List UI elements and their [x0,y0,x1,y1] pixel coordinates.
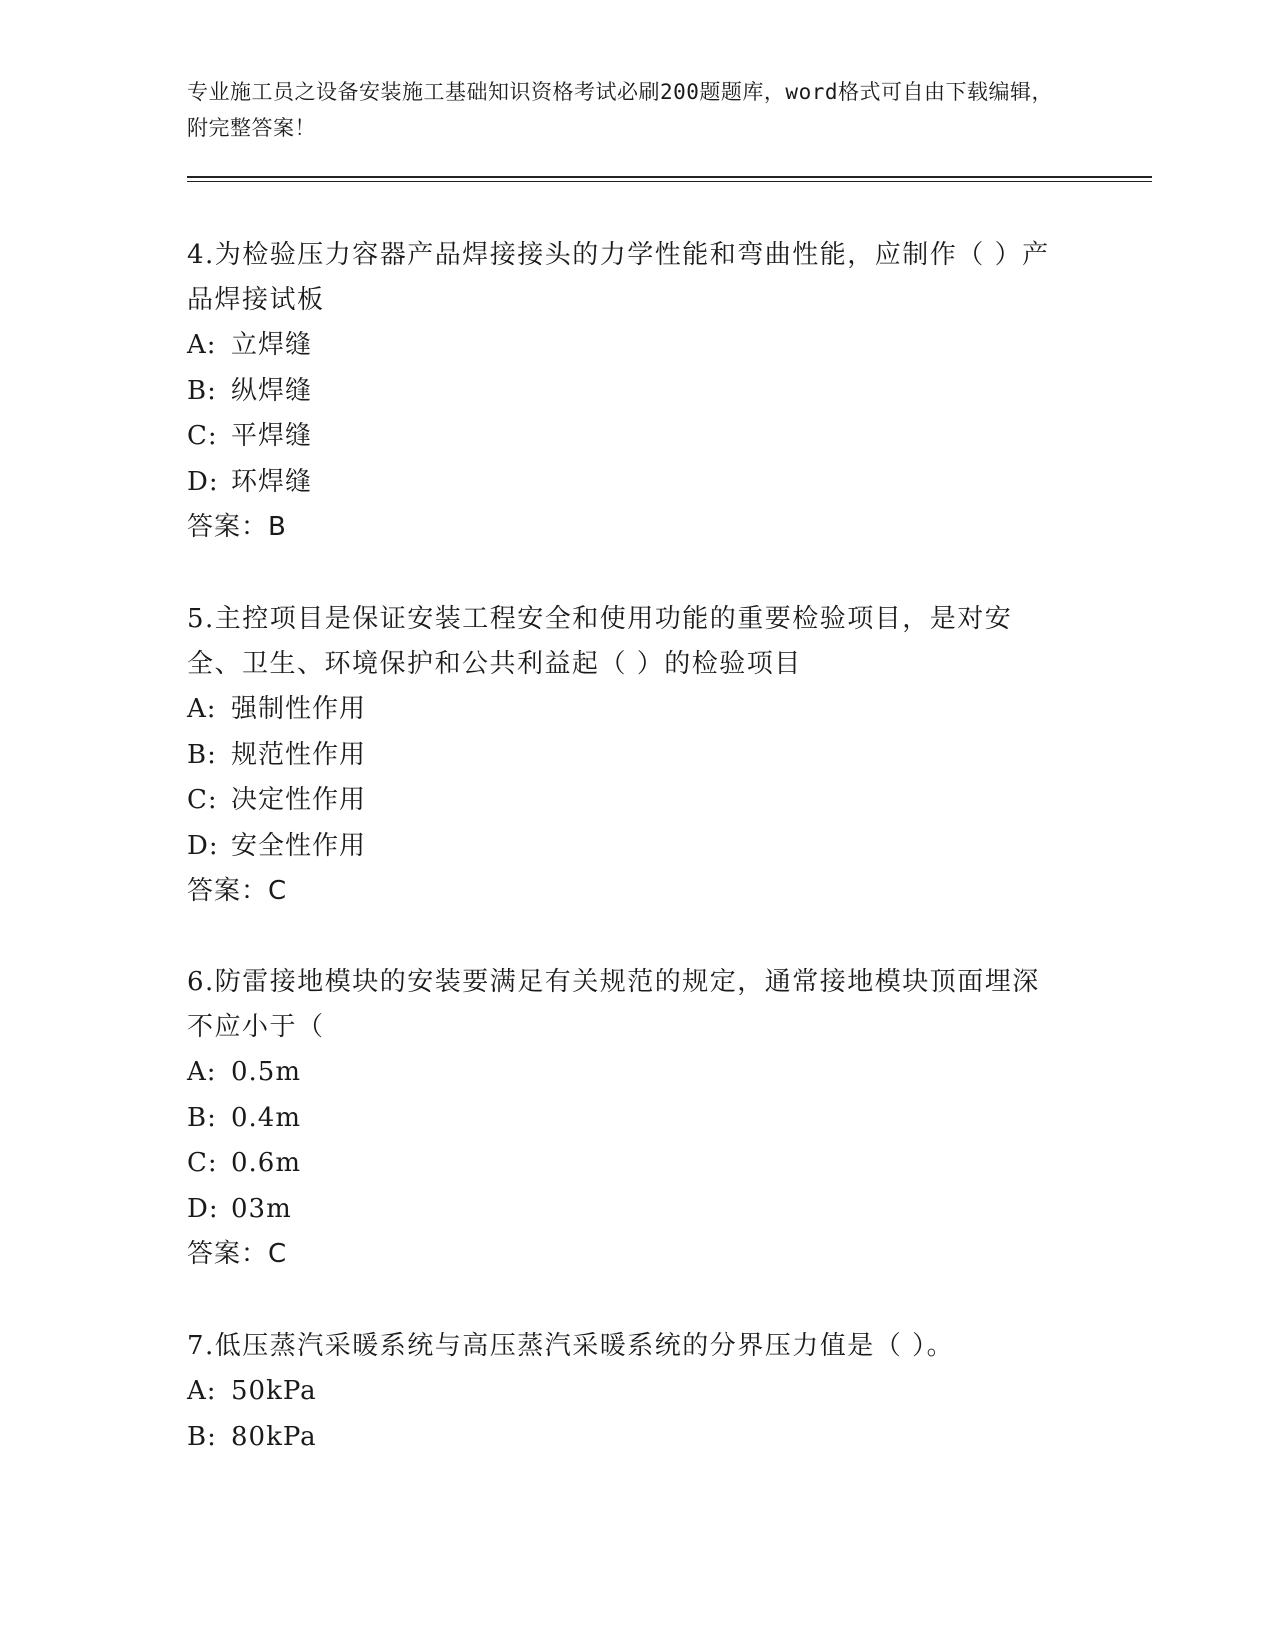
option-b [187,1415,1067,1461]
option-text: 0.4m [231,1102,302,1133]
option-letter: C: [187,785,218,815]
option-a [187,687,1067,733]
option-b [187,733,1067,779]
option-text: 立焊缝 [231,330,313,360]
option-text: 0.6m [231,1148,302,1178]
option-c [187,778,1067,824]
option-letter: B: [187,375,217,406]
option-text: 环焊缝 [231,466,313,497]
option-text: 安全性作用 [231,830,367,861]
option-letter: D: [187,466,219,497]
option-c [187,1141,1067,1187]
document-intro: 专业施工员之设备安装施工基础知识资格考试必刷200题题库，word格式可自由下载编辑，附完整答案！ [187,80,1053,140]
question-stem: 5.主控项目是保证安装工程安全和使用功能的重要检验项目，是对安全、卫生、环境保护和公共利益起（ ）的检验项目 [187,604,1013,679]
option-letter: C: [187,1148,218,1178]
question-4 [187,233,1067,550]
option-a [187,1050,1067,1096]
option-letter: A: [187,694,217,724]
option-letter: D: [187,1193,219,1224]
option-letter: D: [187,830,219,861]
question-7 [187,1324,1067,1460]
option-text: 03m [231,1193,292,1224]
option-d [187,460,1067,506]
option-text: 50kPa [231,1376,317,1406]
option-a [187,1369,1067,1415]
question-6 [187,960,1067,1277]
option-letter: A: [187,330,217,360]
option-letter: B: [187,1421,217,1452]
option-b [187,1096,1067,1142]
option-letter: A: [187,1057,217,1087]
option-letter: B: [187,739,217,770]
option-text: 纵焊缝 [231,375,313,406]
question-5 [187,597,1067,914]
option-c [187,414,1067,460]
option-text: 规范性作用 [231,739,367,770]
answer-line: 答案：C [187,1239,288,1269]
question-stem: 4.为检验压力容器产品焊接接头的力学性能和弯曲性能，应制作（ ）产品焊接试板 [187,240,1050,315]
option-letter: B: [187,1102,217,1133]
option-text: 80kPa [231,1421,317,1452]
answer-line: 答案：C [187,876,288,906]
option-letter: A: [187,1376,217,1406]
option-letter: C: [187,421,218,451]
option-a [187,323,1067,369]
answer-line: 答案：B [187,512,287,542]
option-d [187,824,1067,870]
option-text: 平焊缝 [231,421,313,451]
question-stem: 7.低压蒸汽采暖系统与高压蒸汽采暖系统的分界压力值是（ ）。 [187,1331,955,1361]
header-divider-thick [187,176,1152,178]
question-stem: 6.防雷接地模块的安装要满足有关规范的规定，通常接地模块顶面埋深不应小于（ [187,967,1040,1042]
option-text: 决定性作用 [231,785,367,815]
header-divider-thin [187,181,1152,182]
option-text: 0.5m [231,1057,302,1087]
option-b [187,369,1067,415]
option-text: 强制性作用 [231,694,367,724]
option-d [187,1187,1067,1233]
